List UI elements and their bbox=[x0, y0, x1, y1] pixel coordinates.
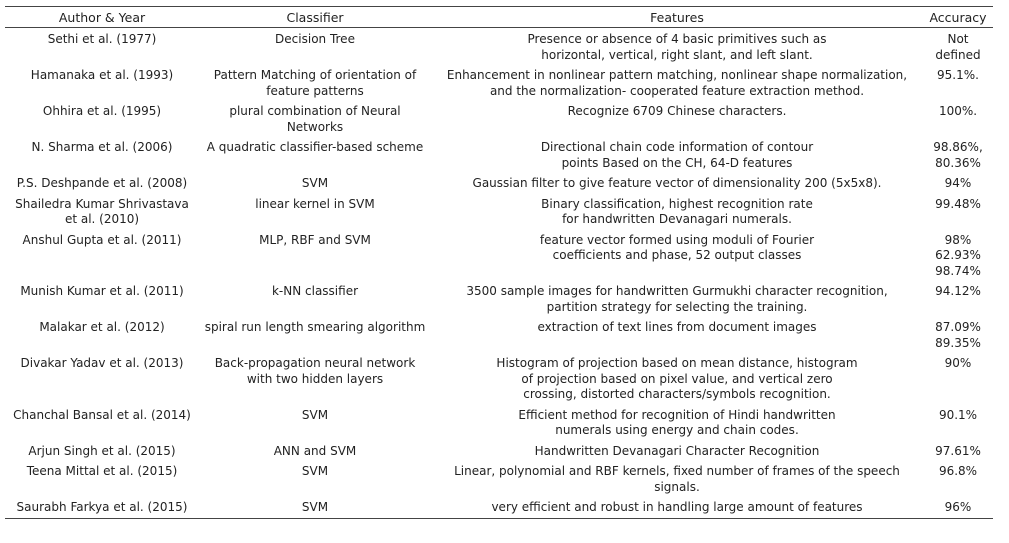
cell-classifier: SVM bbox=[199, 496, 431, 518]
cell-classifier: linear kernel in SVM bbox=[255, 196, 375, 211]
cell-accuracy: 97.61% bbox=[935, 443, 981, 458]
cell-accuracy: 90% bbox=[944, 356, 972, 370]
cell-accuracy: 95.1%. bbox=[937, 68, 979, 82]
cell-classifier: ANN and SVM bbox=[273, 443, 357, 458]
cell-classifier: MLP, RBF and SVM bbox=[259, 232, 371, 247]
header-author-year: Author & Year bbox=[5, 7, 199, 28]
table-row bbox=[5, 28, 993, 65]
cell-classifier: SVM bbox=[301, 407, 329, 422]
cell-features: Enhancement in nonlinear pattern matching, nonlinear shape normalization, and the normalization- cooperated feature extraction method. bbox=[446, 68, 908, 98]
cell-accuracy: 90.1% bbox=[938, 407, 978, 422]
cell-classifier: Back-propagation neural network with two hidden layers bbox=[214, 356, 416, 386]
cell-author: Ohhira et al. (1995) bbox=[42, 104, 162, 118]
table-row bbox=[5, 100, 993, 136]
cell-features: Gaussian filter to give feature vector of dimensionality 200 (5x5x8). bbox=[472, 176, 882, 190]
cell-features: extraction of text lines from document images bbox=[537, 320, 817, 334]
cell-accuracy: 87.09% 89.35% bbox=[935, 320, 981, 350]
cell-author: Sethi et al. (1977) bbox=[47, 32, 157, 46]
cell-features: Binary classification, highest recognition rate for handwritten Devanagari numerals. bbox=[541, 196, 813, 226]
cell-author: Malakar et al. (2012) bbox=[39, 320, 165, 334]
cell-author: Chanchal Bansal et al. (2014) bbox=[13, 407, 191, 422]
cell-classifier: A quadratic classifier-based scheme bbox=[206, 140, 424, 154]
table-row bbox=[5, 352, 993, 404]
header-accuracy: Accuracy bbox=[923, 7, 993, 28]
cell-accuracy: 98% 62.93% 98.74% bbox=[935, 232, 981, 278]
table-row bbox=[5, 193, 993, 229]
cell-classifier: SVM bbox=[301, 176, 329, 190]
cell-accuracy: 94.12% bbox=[935, 284, 981, 298]
table-body bbox=[5, 28, 993, 519]
literature-review-table bbox=[5, 6, 993, 519]
cell-features: Linear, polynomial and RBF kernels, fixed number of frames of the speech signals. bbox=[454, 464, 900, 494]
cell-features: 3500 sample images for handwritten Gurmukhi character recognition, partition strategy for selecting the training. bbox=[466, 284, 888, 314]
cell-features: feature vector formed using moduli of Fourier coefficients and phase, 52 output classes bbox=[539, 232, 815, 262]
cell-classifier: Pattern Matching of orientation of feature patterns bbox=[213, 68, 417, 98]
table-row bbox=[5, 280, 993, 316]
cell-author: Divakar Yadav et al. (2013) bbox=[20, 356, 184, 370]
header-classifier: Classifier bbox=[199, 7, 431, 28]
cell-features: Presence or absence of 4 basic primitives such as horizontal, vertical, right slant, and left slant. bbox=[527, 32, 827, 62]
cell-accuracy: 96% bbox=[923, 496, 993, 518]
cell-classifier: k-NN classifier bbox=[271, 284, 359, 298]
cell-accuracy: Not defined bbox=[935, 32, 981, 62]
cell-classifier: Decision Tree bbox=[275, 32, 355, 46]
cell-author: Munish Kumar et al. (2011) bbox=[20, 284, 184, 298]
table-row bbox=[5, 229, 993, 281]
cell-author: Anshul Gupta et al. (2011) bbox=[22, 232, 182, 247]
cell-classifier: SVM bbox=[301, 464, 329, 478]
cell-features: very efficient and robust in handling large amount of features bbox=[431, 496, 923, 518]
cell-author: Hamanaka et al. (1993) bbox=[30, 68, 174, 82]
cell-author: Shailedra Kumar Shrivastava et al. (2010) bbox=[15, 196, 189, 226]
cell-author: N. Sharma et al. (2006) bbox=[31, 140, 173, 154]
table-row bbox=[5, 136, 993, 172]
cell-features: Recognize 6709 Chinese characters. bbox=[567, 104, 787, 118]
cell-author: Teena Mittal et al. (2015) bbox=[26, 464, 178, 478]
cell-classifier: spiral run length smearing algorithm bbox=[204, 320, 426, 334]
table-header-row bbox=[5, 7, 993, 28]
cell-author: P.S. Deshpande et al. (2008) bbox=[16, 176, 188, 190]
cell-accuracy: 98.86%, 80.36% bbox=[933, 140, 983, 170]
cell-classifier: plural combination of Neural Networks bbox=[229, 104, 401, 134]
cell-features: Directional chain code information of contour points Based on the CH, 64-D features bbox=[540, 140, 814, 170]
table-row bbox=[5, 316, 993, 352]
table-row bbox=[5, 404, 993, 440]
table-row bbox=[5, 460, 993, 496]
cell-features: Histogram of projection based on mean distance, histogram of projection based on pixel value, and vertical zero crossing, distorted characters/symbols recognition. bbox=[496, 356, 858, 401]
cell-features: Efficient method for recognition of Hindi handwritten numerals using energy and chain codes. bbox=[518, 407, 836, 437]
cell-accuracy: 94% bbox=[944, 176, 972, 190]
cell-accuracy: 99.48% bbox=[935, 196, 981, 211]
table-row bbox=[5, 440, 993, 461]
header-features: Features bbox=[431, 7, 923, 28]
cell-accuracy: 96.8% bbox=[938, 464, 978, 478]
table-row bbox=[5, 64, 993, 100]
cell-author: Arjun Singh et al. (2015) bbox=[28, 443, 176, 458]
cell-features: Handwritten Devanagari Character Recognition bbox=[534, 443, 820, 458]
table-row bbox=[5, 496, 993, 518]
cell-author: Saurabh Farkya et al. (2015) bbox=[5, 496, 199, 518]
table-row bbox=[5, 172, 993, 193]
cell-accuracy: 100%. bbox=[938, 104, 978, 118]
